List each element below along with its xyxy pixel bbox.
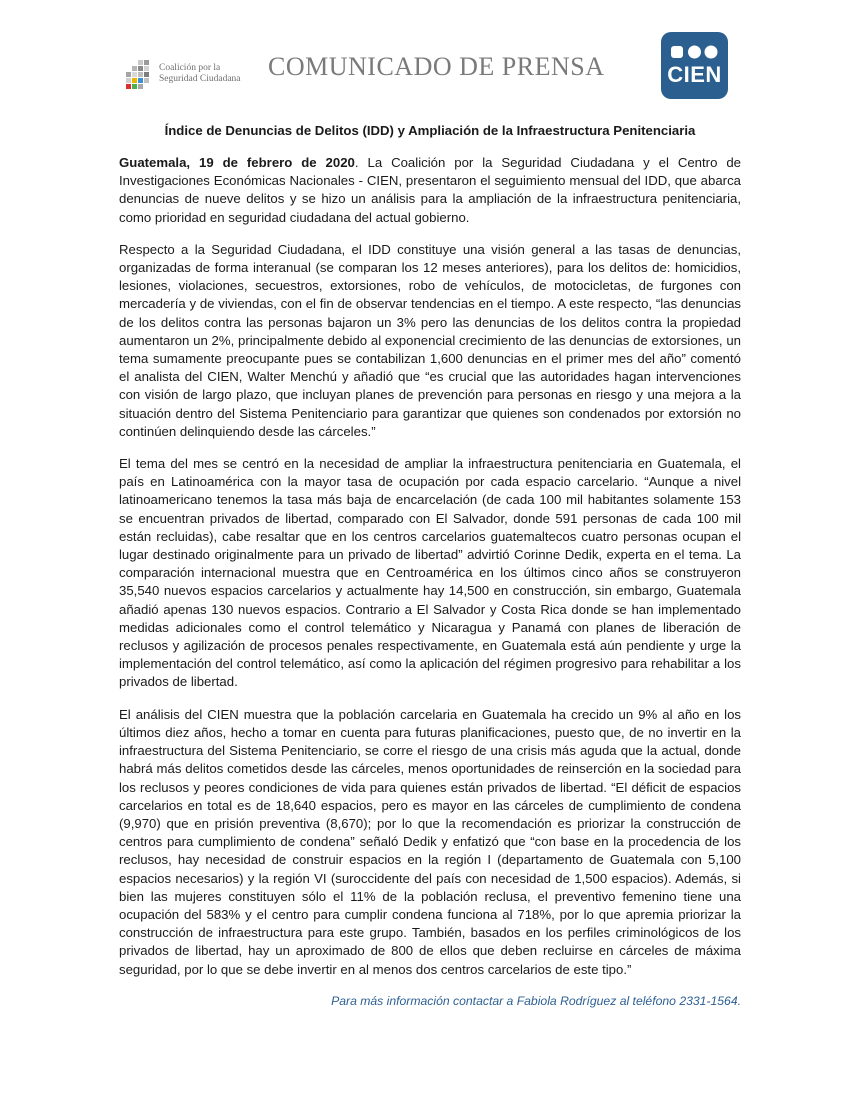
cien-dots-icon [669, 44, 720, 60]
coalition-logo-line2: Seguridad Ciudadana [159, 74, 241, 84]
paragraph-3: El tema del mes se centró en la necesidad de ampliar la infraestructura penitenciaria en Guatemala, el país en Latinoamérica con la mayor tasa de ocupación por cada espacio carcelario. “Aunque a nivel latinoamericano tenemos la tasa más baja de encarcelación (de cada 100 mil habitantes solamente 153 se encuentran privados de libertad, comparado con El Salvador, donde 591 personas de cada 100 mil están recluidas), cabe resaltar que en los centros carcelarios guatemaltecos cuatro personas ocupan el lugar destinado originalmente para un privado de libertad” advirtió Corinne Dedik, experta en el tema. La comparación internacional muestra que en Centroamérica en los últimos cinco años se construyeron 35,540 nuevos espacios carcelarios y actualmente hay 14,500 en construcción, sin embargo, Guatemala añadió apenas 130 nuevos espacios. Contrario a El Salvador y Costa Rica donde se han implementado medidas adicionales como el control telemático y Nicaragua y Panamá con planes de liberación de reclusos y agilización de procesos penales respectivamente, en Guatemala está aún pendiente y urge la implementación del control telemático, así como la aplicación del régimen progresivo para rehabilitar a los privados de libertad. [119, 456, 741, 690]
paragraph-2: Respecto a la Seguridad Ciudadana, el IDD constituye una visión general a las tasas de denuncias, organizadas de forma interanual (se comparan los 12 meses anteriores), para los delitos de: homicidios, lesiones, violaciones, secuestros, extorsiones, robo de vehículos, de motocicletas, de furgones con mercadería y de viviendas, con el fin de observar tendencias en el tiempo. A este respecto, “las denuncias de los delitos contra las personas bajaron un 3% pero las denuncias de los delitos contra la propiedad aumentaron un 2%, principalmente debido al exponencial crecimiento de las denuncias de extorsiones, un tema sumamente preocupante pues se contabilizan 1,600 denuncias en el primer mes del año” comentó el analista del CIEN, Walter Menchú y añadió que “es crucial que las autoridades hagan intervenciones con visión de largo plazo, que incluyan planes de prevención para personas en riesgo y una mejora a la situación dentro del Sistema Penitenciario para garantizar que quienes son condenados por extorsión no continúen delinquiendo desde las cárceles.” [119, 241, 741, 439]
page-header [0, 0, 850, 110]
cien-logo-text: CIEN [667, 62, 722, 87]
document-title: Índice de Denuncias de Delitos (IDD) y Ampliación de la Infraestructura Penitenciaria [164, 123, 696, 138]
coalition-mark-icon [122, 58, 156, 92]
cien-logo [661, 32, 728, 99]
contact-note: Para más información contactar a Fabiola Rodríguez al teléfono 2331-1564. [331, 993, 741, 1008]
paragraph-4: El análisis del CIEN muestra que la población carcelaria en Guatemala ha crecido un 9% al año en los últimos diez años, hecho a tomar en cuenta para futuras planificaciones, puesto que, de no invertir en la infraestructura del Sistema Penitenciario, se corre el riesgo de una crisis más aguda que la actual, donde habrá más delitos cometidos desde las cárceles, menos oportunidades de reinserción en la sociedad para los reclusos y peores condiciones de vida para quienes están privados de libertad. “El déficit de espacios carcelarios en total es de 18,640 espacios, pero es mayor en las cárceles de cumplimiento de condena (9,970) que en prisión preventiva (8,670); por lo que la recomendación es priorizar la construcción de centros para cumplimiento de condena” señaló Dedik y enfatizó que “con base en la procedencia de los reclusos, hay necesidad de construir espacios en la región I (departamento de Guatemala con 5,100 espacios necesarios) y la región VI (suroccidente del país con necesidad de 1,500 espacios). Además, si bien las mujeres constituyen sólo el 11% de la población reclusa, el preventivo femenino tiene una ocupación del 583% y el centro para cumplir condena funciona al 718%, por lo que apremia priorizar la construcción de infraestructura para este grupo. También, basados en los perfiles criminológicos de los privados de libertad, hay un aproximado de 800 de ellos que deben recluirse en cárceles de máxima seguridad, por lo que se debe invertir en al menos dos centros carcelarios de este tipo.” [119, 706, 741, 977]
coalition-logo [122, 58, 257, 92]
press-release-title: COMUNICADO DE PRENSA [268, 52, 605, 81]
document-body [119, 122, 741, 1009]
coalition-logo-line1: Coalición por la [159, 63, 221, 73]
paragraph-1 [119, 154, 741, 227]
dateline: Guatemala, 19 de febrero de 2020 [119, 155, 355, 170]
coalition-logo-text [159, 63, 241, 85]
paragraph-1-text: . La Coalición por la Seguridad Ciudadana y el Centro de Investigaciones Económicas Nacionales - CIEN, presentaron el seguimiento mensual del IDD, que abarca denuncias de nueve delitos y se hizo un análisis para la ampliación de la infraestructura penitenciaria, como prioridad en seguridad ciudadana del actual gobierno. [119, 155, 741, 225]
